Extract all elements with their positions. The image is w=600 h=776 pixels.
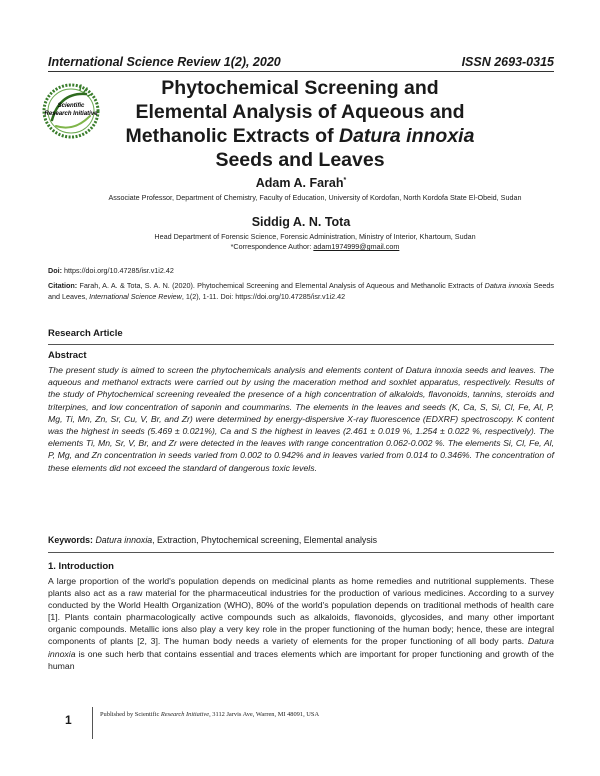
correspondence-email-link[interactable]: adam1974999@gmail.com (313, 242, 400, 251)
author-2-name: Siddig A. N. Tota (251, 215, 351, 229)
logo-text-line2: Research Initiative (44, 111, 98, 117)
journal-name: International Science Review 1(2), 2020 (48, 55, 281, 69)
keywords (48, 534, 554, 546)
introduction-text (48, 575, 554, 672)
journal-header (48, 55, 554, 69)
abstract-text: The present study is aimed to screen the phytochemicals analysis and elements content of Datura innoxia seeds and leaves. The aqueous and methanol extracts were carried out by using the maceration method and soxhlet apparatus, respectively. Results of the study of Phytochemical screening revealed the presence of a high concentration of alkaloids, flavonoids, tannins, steroids and triterpines, and low concentration of saponin and coummarins. The elements in the leaves and seeds (K, Ca, S, Si, Cl, Fe, Al, P, Mg, Ti, Mn, Zn, Sr, Cu, V, Br, and Zr) were determined by energy-dispersive X-ray fluorescence (EDXRF) spectroscopy. K content was the highest in seeds (5.469 ± 0.021%), Ca and S the highest in leaves (2.461 ± 0.019 %, 1.254 ± 0.022 %, respectively). The elements Ti, Mn, Sr, V, Br, and Zr were detected in the leaves with range concentration 0.062-0.002 %. The elements Si, Cl, Fe, Al, P, Mg, and Zn concentration in seeds varied from 0.002 to 0.942% and in leaves varied from 0.014 to 0.346%. The concentration of these elements did not exceed the standard of dangerous toxic levels. (48, 365, 554, 473)
article-title (60, 76, 540, 172)
citation-text-1: Farah, A. A. & Tota, S. A. N. (2020). Phytochemical Screening and Elemental Analysis of Aqueous and Methanolic Extracts of (79, 281, 485, 290)
intro-text-a: A large proportion of the world's population depends on medicinal plants as home remedies and nutritional supplements. These plants also act as a raw material for the pharmaceutical industries for the production of various medicines. According to a survey conducted by the World Health Organization (WHO), 80% of the world's population depends on traditional methods of health care [1]. Plants contain pharmacologically active compounds such as alkaloids, flavonoids, glycosides, and many other important organic compounds. Metallic ions also play a very key role in the proper functioning of the human body; hence, these are integral components of plants [2, 3]. The human body needs a variety of elements for the proper functioning of all body parts. (48, 576, 554, 647)
publisher-prefix: Published by Scientific (100, 711, 161, 718)
citation-text-2: Seeds and Leaves, (48, 281, 554, 301)
keywords-species: Datura innoxia (95, 535, 153, 545)
title-species: Datura innoxia (339, 125, 475, 147)
author-1-affiliation: Associate Professor, Department of Chemistry, Faculty of Education, University of Kordofan, North Kordofa State El-Obeid, Sudan (108, 193, 522, 202)
title-line3-prefix: Methanolic Extracts of (125, 125, 339, 147)
footer-divider (92, 707, 93, 739)
keywords-list: , Extraction, Phytochemical screening, Elemental analysis (152, 535, 378, 545)
title-line1: Phytochemical Screening and (161, 77, 439, 99)
citation-species: Datura innoxia (484, 281, 532, 290)
publisher-line (100, 711, 319, 718)
intro-text-b: is one such herb that contains essential and traces elements which are important for proper functioning and growth of the human (48, 648, 554, 671)
publisher-address: , 3112 Jarvis Ave, Warren, MI 48091, USA (209, 711, 320, 718)
doi-line (48, 265, 554, 276)
title-line2: Elemental Analysis of Aqueous and (135, 101, 465, 123)
doi-label: Doi: (48, 266, 62, 275)
intro-species: Datura innoxia (48, 636, 554, 659)
author-2-affiliation: Head Department of Forensic Science, Forensic Administration, Ministry of Interior, Khartoum, Sudan (154, 232, 476, 241)
correspondence (80, 241, 550, 252)
citation-label: Citation: (48, 281, 78, 290)
page-number: 1 (65, 713, 72, 727)
abstract-heading: Abstract (48, 350, 87, 361)
author-1-name (48, 176, 554, 190)
citation-journal: International Science Review (89, 292, 182, 301)
title-line3 (60, 124, 540, 148)
keywords-rule (48, 552, 554, 553)
author-1-mark: * (343, 176, 347, 184)
title-line4: Seeds and Leaves (215, 149, 385, 171)
doi-link[interactable]: https://doi.org/10.47285/isr.v1i2.42 (63, 266, 174, 275)
publisher-name: Research Initiative (160, 711, 210, 718)
article-type: Research Article (48, 328, 123, 339)
introduction-heading: 1. Introduction (48, 561, 114, 572)
citation-text-3: , 1(2), 1-11. Doi: https://doi.org/10.47285/isr.v1i2.42 (181, 292, 346, 301)
header-rule (48, 71, 554, 72)
keywords-label: Keywords: (48, 535, 93, 545)
journal-issn: ISSN 2693-0315 (461, 55, 554, 69)
correspondence-label: *Correspondence Author: (230, 242, 314, 251)
citation (48, 280, 554, 302)
article-type-rule (48, 344, 554, 345)
author-1-name-text: Adam A. Farah (255, 176, 344, 190)
page-footer (48, 707, 554, 741)
logo-text-line1: Scientific (57, 103, 85, 109)
